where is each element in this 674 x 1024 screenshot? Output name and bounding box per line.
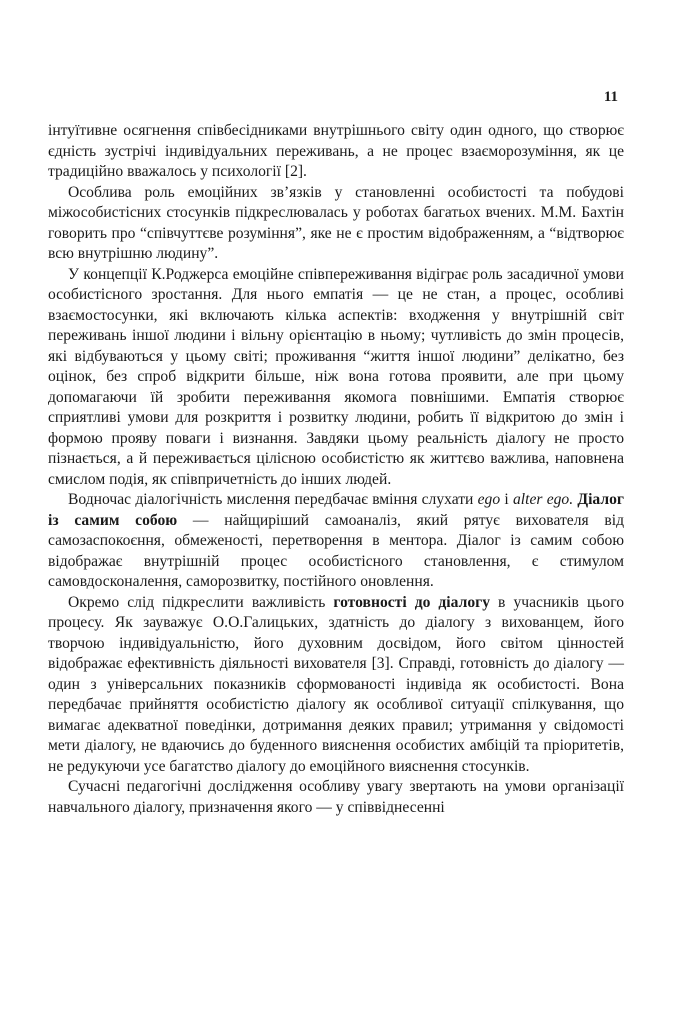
- body-text: [48, 121, 624, 818]
- dialogue-with-self-term: Діалог із самим собою: [48, 491, 624, 529]
- paragraph-4: [48, 490, 624, 593]
- page-number: 11: [603, 89, 618, 105]
- paragraph-5-text-c: в учасників цього процесу. Як зауважує О.О.Галицьких, здатність до діалогу з вихованцем, його творчою індивідуальністю, його духовним досвідом, його світом цінностей відображає ефективність діяльності вихователя [3]. Справді, готовність до діалогу — один з універсальних показників сформованості індивіда як особистості. Вона передбачає прийняття особистістю діалогу як особливої ситуації спілкування, що вимагає адекватної поведінки, дотримання деяких правил; утримання у свідомості мети діалогу, не вдаючись до буденного вияснення особистих амбіцій та пріоритетів, не редукуючи усе багатство діалогу до емоційного вияснення стосунків.: [48, 593, 625, 775]
- paragraph-3: У концепції К.Роджерса емоційне співпереживання відіграє роль засадичної умови особистісного зростання. Для нього емпатія — це не стан, а процес, особливі взаємостосунки, які включають кілька аспектів: входження у внутрішній світ переживань іншої людини і вільну орієнтацію в ньому; чутливість до змін процесів, які відбуваються у цьому світі; проживання “життя іншої людини” делікатно, без оцінок, без спроб відкрити більше, ніж вона готова проявити, але при цьому допомагаючи їй зробити переживання якомога повнішими. Емпатія створює сприятливі умови для розкриття і розвитку людини, робить її відкритою до змін і формою прояву поваги і визнання. Завдяки цьому реальність діалогу не просто пізнається, а й переживається цілісною особистістю як життєво важлива, наповнена смислом подія, як співпричетність до інших людей.: [48, 265, 624, 488]
- paragraph-4-text-g: — найщиріший самоаналіз, який рятує вихователя від самозаспокоєння, обмеженості, перетворення в ментора. Діалог із самим собою відображає внутрішній процес особистісного становлення, є стимулом самовдосконалення, саморозвитку, постійного оновлення.: [48, 511, 625, 590]
- paragraph-6: Сучасні педагогічні дослідження особливу увагу звертають на умови організації навчального діалогу, призначення якого — у співвіднесенні: [48, 778, 624, 816]
- dialogue-readiness-term: готовності до діалогу: [333, 593, 491, 611]
- paragraph-5: [48, 593, 624, 778]
- paragraph-2: Особлива роль емоційних зв’язків у становленні особистості та побудові міжособистісних стосунків підкреслювалась у роботах багатьох вчених. М.М. Бахтін говорить про “співчуттєве розуміння”, яке не є простим відображенням, а “відтворює всю внутрішню людину”.: [48, 183, 624, 262]
- alter-ego-term: alter ego.: [513, 491, 574, 508]
- ego-term: ego: [477, 491, 501, 508]
- paragraph-5-text-a: Окремо слід підкреслити важливість: [68, 593, 334, 611]
- paragraph-1: інтуїтивне осягнення співбесідниками внутрішнього світу один одного, що створює єдність зустрічі індивідуальних переживань, а не процес взаєморозуміння, як це традиційно вважалось у психології [2].: [48, 122, 624, 180]
- paragraph-4-text-a: Водночас діалогічність мислення передбачає вміння слухати: [68, 491, 478, 508]
- paragraph-4-text-c: і: [500, 491, 513, 508]
